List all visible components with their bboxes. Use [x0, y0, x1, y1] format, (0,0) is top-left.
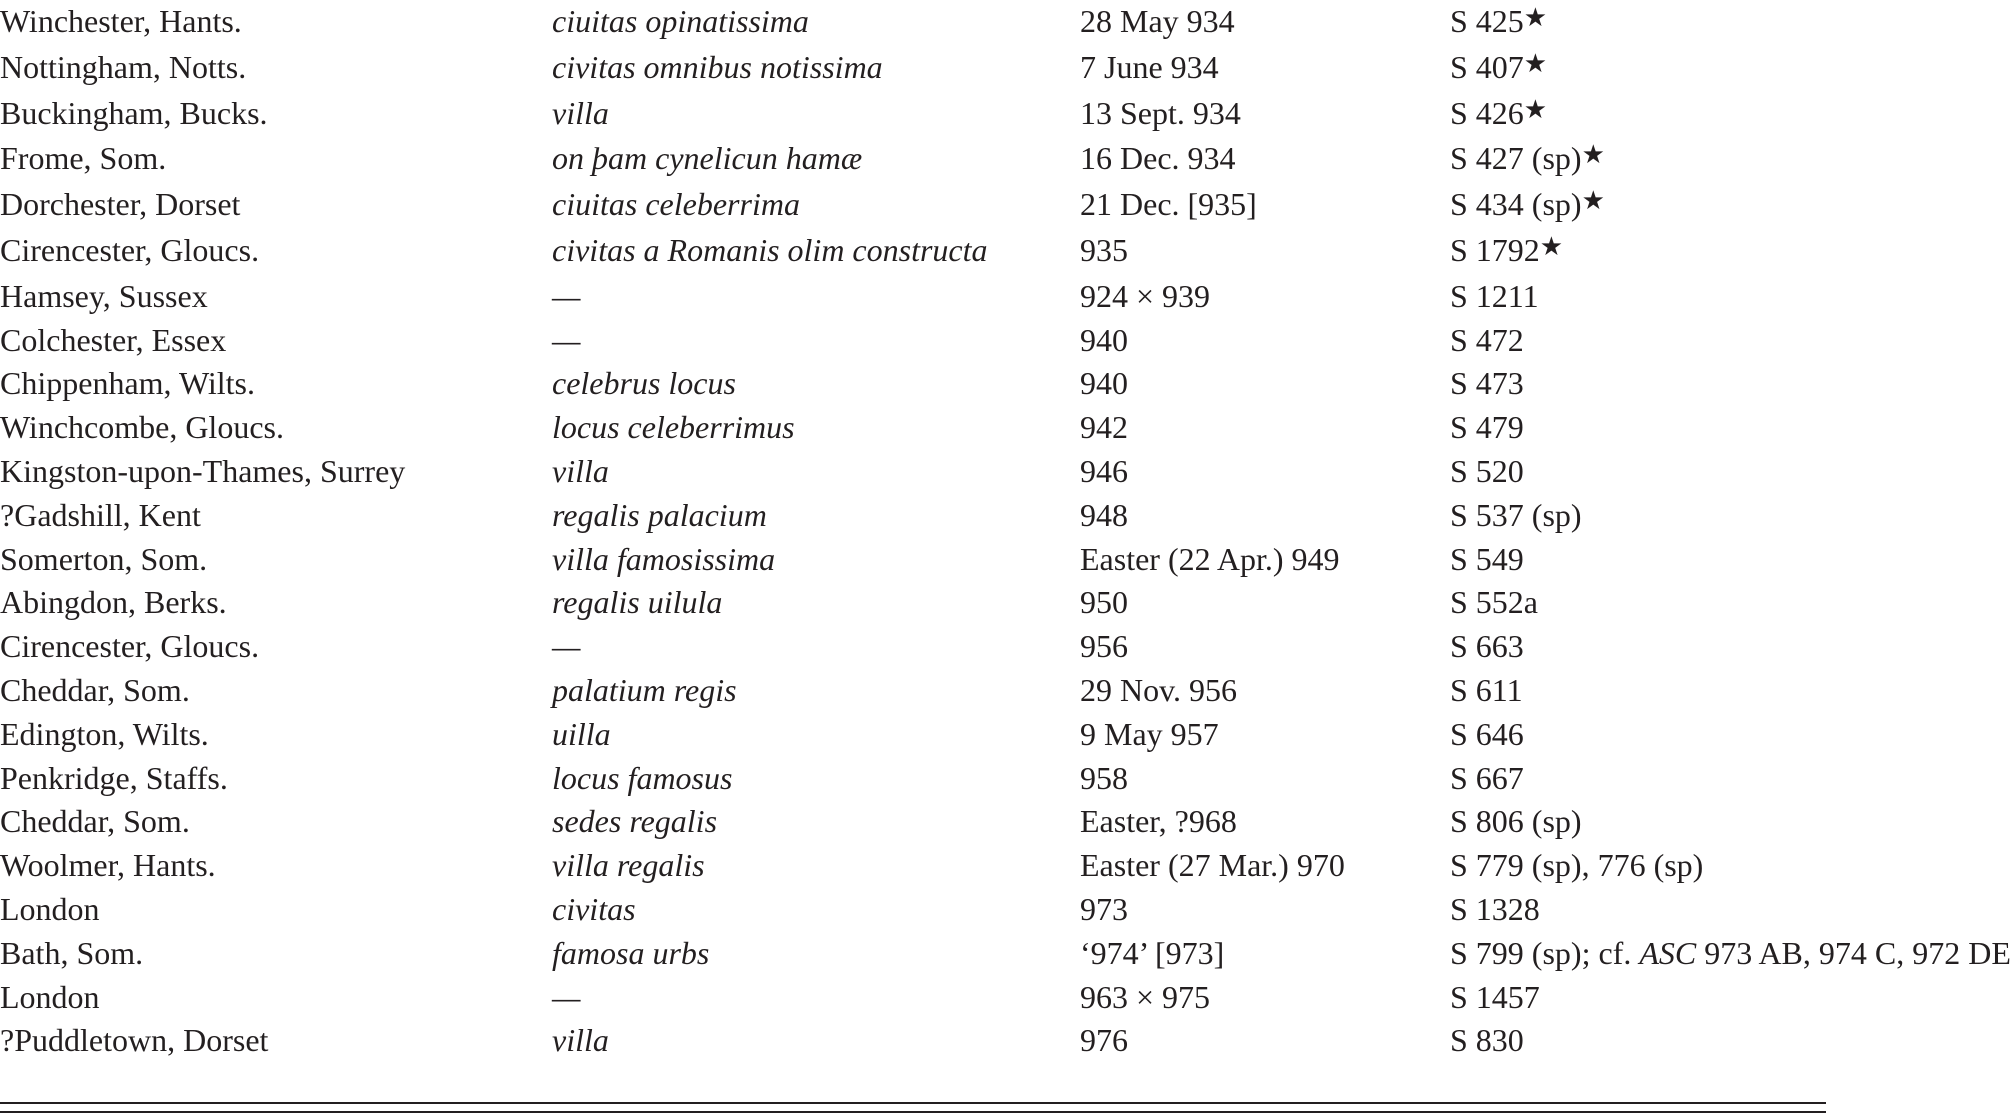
date-cell: 924 × 939 — [1080, 277, 1211, 314]
table-row — [0, 362, 1826, 406]
date-cell: 28 May 934 — [1080, 3, 1235, 39]
reference-text: S 611 — [1450, 671, 1523, 708]
star-icon: ★ — [1523, 3, 1548, 32]
reference-cell — [1450, 669, 1826, 713]
description-cell: civitas — [552, 890, 636, 927]
description-cell: villa famosissima — [552, 540, 776, 577]
star-icon: ★ — [1523, 94, 1548, 124]
reference-text: S 472 — [1450, 321, 1524, 358]
place-cell: Hamsey, Sussex — [0, 277, 208, 314]
reference-text: S 426 — [1450, 94, 1524, 131]
date-cell: 935 — [1080, 231, 1128, 268]
table-row — [0, 319, 1826, 363]
place-cell: Cheddar, Som. — [0, 803, 190, 840]
description-cell: civitas a Romanis olim constructa — [552, 231, 988, 268]
table-row — [0, 183, 1826, 229]
description-cell: ciuitas opinatissima — [552, 3, 809, 39]
description-cell: palatium regis — [552, 671, 737, 708]
reference-cell — [1450, 888, 1826, 932]
place-cell: Cirencester, Gloucs. — [0, 231, 260, 268]
date-cell: 948 — [1080, 496, 1128, 533]
reference-cell — [1450, 183, 1826, 229]
date-cell: 958 — [1080, 759, 1128, 796]
reference-text: S 434 (sp) — [1450, 186, 1582, 223]
description-cell: on þam cynelicun hamæ — [552, 140, 863, 177]
reference-text: S 407 — [1450, 48, 1524, 85]
description-cell: — — [552, 321, 581, 358]
reference-tail-text: 973 AB, 974 C, 972 DE — [1696, 934, 2011, 971]
reference-cell — [1450, 362, 1826, 406]
place-cell: Abingdon, Berks. — [0, 584, 227, 621]
star-icon: ★ — [1539, 231, 1564, 261]
description-cell: villa — [552, 1022, 609, 1059]
table-row — [0, 137, 1826, 183]
reference-text: S 806 (sp) — [1450, 803, 1582, 840]
description-cell: locus famosus — [552, 759, 733, 796]
date-cell: 29 Nov. 956 — [1080, 671, 1238, 708]
description-cell: celebrus locus — [552, 365, 736, 402]
description-cell: civitas omnibus notissima — [552, 48, 883, 85]
reference-text: S 425 — [1450, 3, 1524, 39]
reference-cell — [1450, 932, 2011, 976]
date-cell: Easter (27 Mar.) 970 — [1080, 847, 1345, 884]
place-cell: Edington, Wilts. — [0, 715, 209, 752]
reference-cell — [1450, 494, 1826, 538]
table-row — [0, 976, 1826, 1020]
reference-cell — [1450, 581, 1826, 625]
reference-cell — [1450, 1019, 1826, 1063]
table-row — [0, 275, 1826, 319]
place-cell: ?Puddletown, Dorset — [0, 1022, 269, 1059]
reference-cell — [1450, 406, 1826, 450]
reference-cell — [1450, 976, 1826, 1020]
table-row — [0, 46, 1826, 92]
table-bottom-rule — [0, 1102, 1826, 1104]
reference-text: S 1792 — [1450, 231, 1540, 268]
reference-text: S 830 — [1450, 1022, 1524, 1059]
reference-text: S 1211 — [1450, 277, 1539, 314]
table-row — [0, 494, 1826, 538]
description-cell: villa regalis — [552, 847, 705, 884]
reference-cell — [1450, 46, 1826, 92]
date-cell: 9 May 957 — [1080, 715, 1219, 752]
place-cell: Nottingham, Notts. — [0, 48, 247, 85]
reference-text: S 520 — [1450, 452, 1524, 489]
place-cell: London — [0, 890, 100, 927]
description-cell: villa — [552, 452, 609, 489]
description-cell: ciuitas celeberrima — [552, 186, 800, 223]
place-cell: Bath, Som. — [0, 934, 144, 971]
description-cell: regalis uilula — [552, 584, 723, 621]
description-cell: locus celeberrimus — [552, 409, 795, 446]
place-cell: Buckingham, Bucks. — [0, 94, 268, 131]
description-cell: — — [552, 978, 581, 1015]
reference-cell — [1450, 713, 1826, 757]
date-cell: 940 — [1080, 365, 1128, 402]
reference-cell — [1450, 450, 1826, 494]
date-cell: 946 — [1080, 452, 1128, 489]
table-row — [0, 888, 1826, 932]
reference-text: S 663 — [1450, 628, 1524, 665]
reference-cell — [1450, 625, 1826, 669]
reference-cell — [1450, 844, 1826, 888]
date-cell: 942 — [1080, 409, 1128, 446]
place-cell: ?Gadshill, Kent — [0, 496, 201, 533]
date-cell: 7 June 934 — [1080, 48, 1219, 85]
reference-text: S 479 — [1450, 409, 1524, 446]
table-row — [0, 0, 1826, 46]
date-cell: 21 Dec. [935] — [1080, 186, 1257, 223]
place-cell: Somerton, Som. — [0, 540, 208, 577]
description-cell: — — [552, 277, 581, 314]
reference-cell — [1450, 137, 1826, 183]
table-row — [0, 932, 1826, 976]
date-cell: Easter (22 Apr.) 949 — [1080, 540, 1340, 577]
table-row — [0, 844, 1826, 888]
table-bottom-rule-second — [0, 1111, 1826, 1113]
reference-text: S 646 — [1450, 715, 1524, 752]
table-row — [0, 713, 1826, 757]
table-row — [0, 800, 1826, 844]
description-cell: regalis palacium — [552, 496, 767, 533]
place-cell: Winchcombe, Gloucs. — [0, 409, 284, 446]
table-row — [0, 625, 1826, 669]
reference-cell — [1450, 92, 1826, 138]
date-cell: ‘974’ [973] — [1080, 934, 1225, 971]
star-icon: ★ — [1581, 186, 1605, 216]
reference-cell — [1450, 229, 1826, 275]
reference-italic-text: ASC — [1639, 934, 1697, 971]
reference-text: S 549 — [1450, 540, 1524, 577]
reference-text: S 537 (sp) — [1450, 496, 1582, 533]
table-row — [0, 669, 1826, 713]
reference-cell — [1450, 800, 1826, 844]
date-cell: 976 — [1080, 1022, 1128, 1059]
description-cell: villa — [552, 94, 609, 131]
date-cell: 956 — [1080, 628, 1128, 665]
table-row — [0, 406, 1826, 450]
reference-cell — [1450, 757, 1826, 801]
reference-cell — [1450, 0, 1826, 46]
reference-text: S 799 (sp); cf. — [1450, 934, 1640, 971]
date-cell: Easter, ?968 — [1080, 803, 1237, 840]
reference-text: S 1457 — [1450, 978, 1540, 1015]
description-cell: uilla — [552, 715, 611, 752]
date-cell: 950 — [1080, 584, 1128, 621]
place-cell: Cheddar, Som. — [0, 671, 190, 708]
date-cell: 16 Dec. 934 — [1080, 140, 1236, 177]
table-row — [0, 229, 1826, 275]
description-cell: sedes regalis — [552, 803, 718, 840]
place-cell: Colchester, Essex — [0, 321, 227, 358]
reference-text: S 427 (sp) — [1450, 140, 1582, 177]
place-cell: Chippenham, Wilts. — [0, 365, 255, 402]
reference-text: S 667 — [1450, 759, 1524, 796]
place-cell: Frome, Som. — [0, 140, 167, 177]
description-cell: famosa urbs — [552, 934, 710, 971]
place-cell: Penkridge, Staffs. — [0, 759, 228, 796]
date-cell: 973 — [1080, 890, 1128, 927]
table-row — [0, 757, 1826, 801]
table-row — [0, 538, 1826, 582]
reference-cell — [1450, 275, 1826, 319]
star-icon: ★ — [1581, 140, 1605, 170]
place-cell: Cirencester, Gloucs. — [0, 628, 260, 665]
reference-text: S 1328 — [1450, 890, 1540, 927]
date-cell: 963 × 975 — [1080, 978, 1211, 1015]
reference-cell — [1450, 319, 1826, 363]
place-cell: London — [0, 978, 100, 1015]
description-cell: — — [552, 628, 581, 665]
reference-text: S 552a — [1450, 584, 1538, 621]
reference-text: S 779 (sp), 776 (sp) — [1450, 847, 1704, 884]
star-icon: ★ — [1523, 48, 1548, 78]
date-cell: 940 — [1080, 321, 1128, 358]
place-cell: Woolmer, Hants. — [0, 847, 216, 884]
table-row — [0, 450, 1826, 494]
place-cell: Dorchester, Dorset — [0, 186, 241, 223]
place-cell: Kingston-upon-Thames, Surrey — [0, 452, 406, 489]
table-row — [0, 1019, 1826, 1063]
reference-cell — [1450, 538, 1826, 582]
table-row — [0, 581, 1826, 625]
table-row — [0, 92, 1826, 138]
date-cell: 13 Sept. 934 — [1080, 94, 1241, 131]
place-cell: Winchester, Hants. — [0, 3, 242, 39]
reference-text: S 473 — [1450, 365, 1524, 402]
